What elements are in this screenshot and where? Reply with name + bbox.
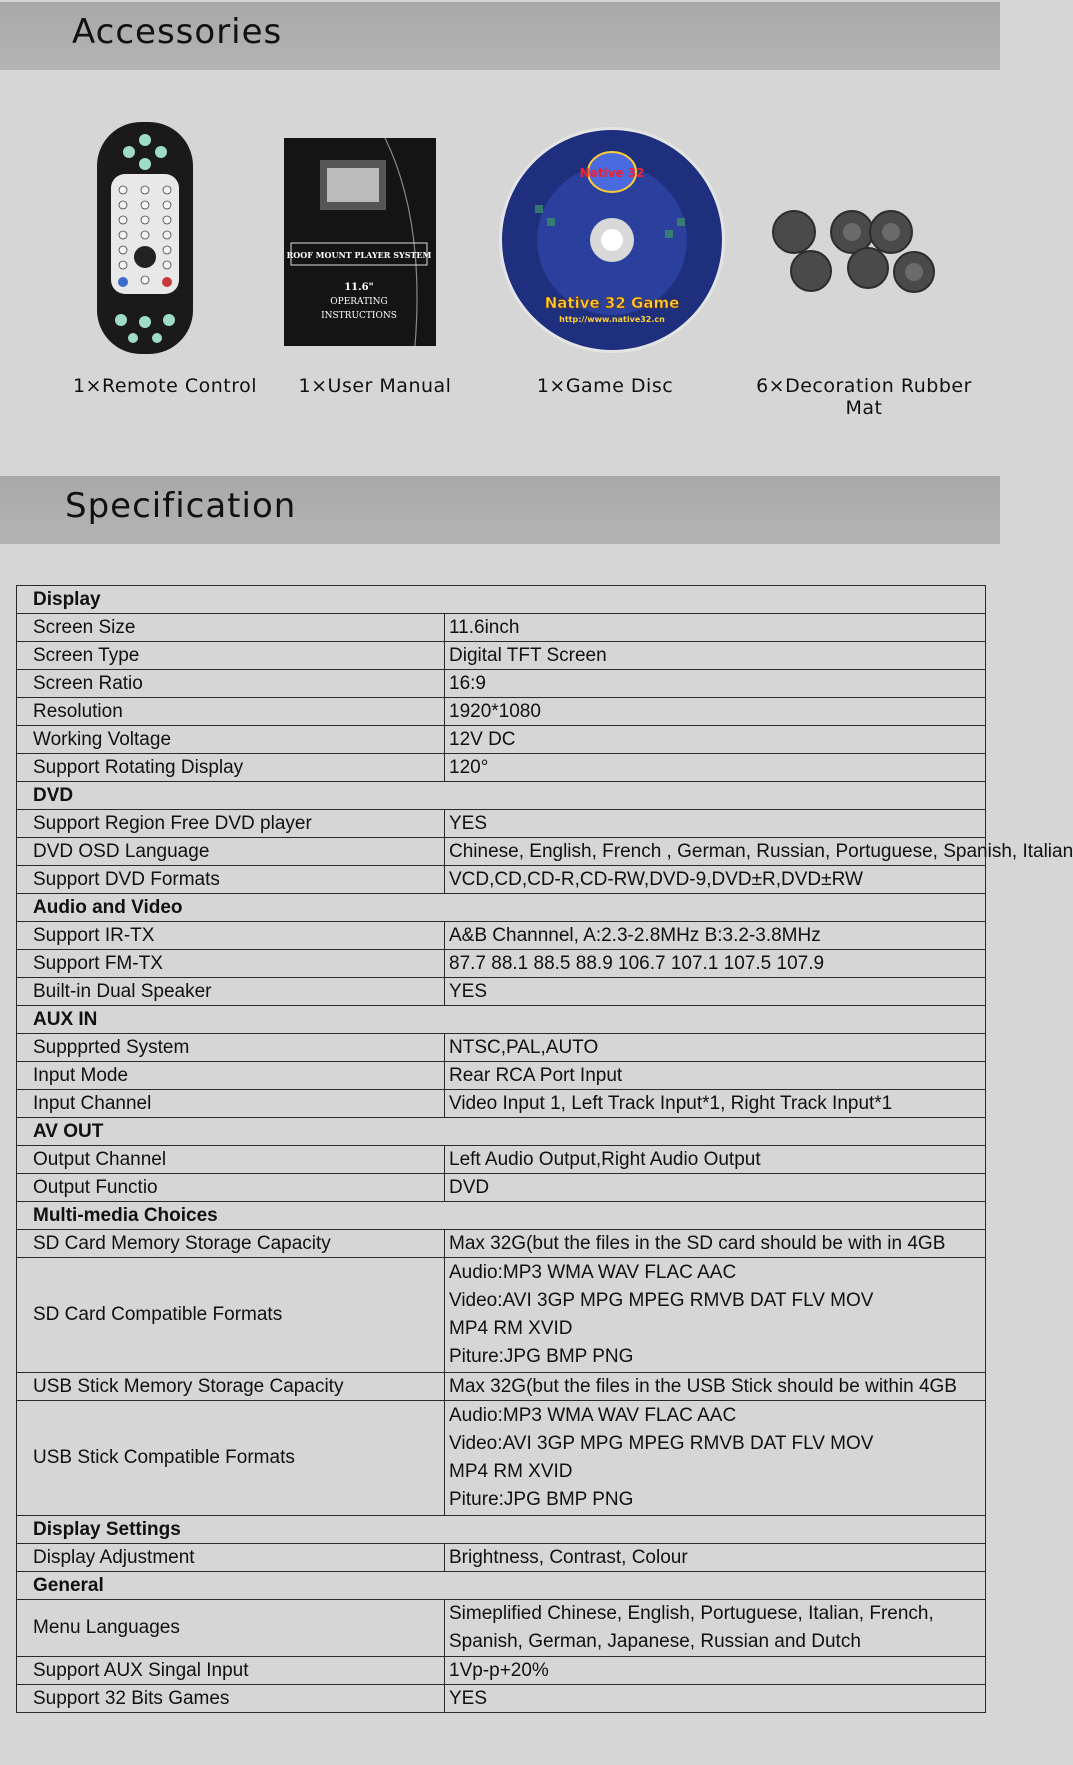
spec-label: SD Card Memory Storage Capacity (17, 1230, 445, 1258)
spec-value-line: Video:AVI 3GP MPG MPEG RMVB DAT FLV MOV (449, 1433, 874, 1454)
spec-section-row (17, 1572, 986, 1600)
spec-row (17, 698, 986, 726)
spec-row (17, 1544, 986, 1572)
spec-label: Built-in Dual Speaker (17, 978, 445, 1006)
spec-label: Display Adjustment (17, 1544, 445, 1572)
spec-section-title: DVD (17, 782, 986, 810)
spec-row (17, 1600, 986, 1657)
spec-label: Working Voltage (17, 726, 445, 754)
spec-label: Output Functio (17, 1174, 445, 1202)
spec-row (17, 670, 986, 698)
spec-label: Resolution (17, 698, 445, 726)
spec-value-line: Spanish, German, Japanese, Russian and Dutch (449, 1631, 861, 1652)
spec-label: Support AUX Singal Input (17, 1657, 445, 1685)
spec-row (17, 1146, 986, 1174)
spec-label: Suppprted System (17, 1034, 445, 1062)
spec-row (17, 1174, 986, 1202)
disc-title: Native 32 Game (544, 294, 680, 312)
rubber-mat-icon (754, 110, 974, 360)
accessory-label: 6×Decoration Rubber Mat (756, 375, 972, 419)
accessory-label: 1×Game Disc (536, 375, 674, 397)
spec-section-row (17, 586, 986, 614)
spec-row (17, 838, 986, 866)
specification-table (16, 585, 1073, 1713)
specification-header (0, 476, 1000, 544)
spec-label: Screen Type (17, 642, 445, 670)
spec-value: YES (445, 810, 986, 838)
spec-value-line: Piture:JPG BMP PNG (449, 1489, 634, 1510)
spec-label: Input Channel (17, 1090, 445, 1118)
disc-logo: Native 32 (579, 166, 645, 180)
spec-value (445, 1401, 986, 1516)
spec-value-line: Audio:MP3 WMA WAV FLAC AAC (449, 1262, 737, 1283)
spec-row (17, 978, 986, 1006)
spec-row (17, 1373, 986, 1401)
spec-section-row (17, 894, 986, 922)
spec-value (445, 1600, 986, 1657)
spec-label: USB Stick Memory Storage Capacity (17, 1373, 445, 1401)
spec-section-row (17, 1516, 986, 1544)
remote-control-icon (55, 110, 275, 360)
spec-section-title: Display Settings (17, 1516, 986, 1544)
spec-value: DVD (445, 1174, 986, 1202)
manual-cover-line2: INSTRUCTIONS (321, 311, 397, 321)
spec-label: Support DVD Formats (17, 866, 445, 894)
spec-label: Menu Languages (17, 1600, 445, 1657)
accessory-game-disc (495, 110, 715, 410)
spec-section-title: General (17, 1572, 986, 1600)
spec-row (17, 726, 986, 754)
spec-section-title: AUX IN (17, 1006, 986, 1034)
spec-section-title: AV OUT (17, 1118, 986, 1146)
spec-row (17, 754, 986, 782)
spec-row (17, 810, 986, 838)
accessory-label: 1×Remote Control (72, 375, 258, 397)
spec-value: Chinese, English, French , German, Russian, Portuguese, Spanish, Italian (445, 838, 986, 866)
spec-row (17, 922, 986, 950)
spec-section-title: Multi-media Choices (17, 1202, 986, 1230)
spec-row (17, 950, 986, 978)
accessories-title: Accessories (72, 12, 283, 52)
spec-value: 1920*1080 (445, 698, 986, 726)
manual-cover-size: 11.6" (344, 282, 374, 293)
spec-label: Support Region Free DVD player (17, 810, 445, 838)
spec-label: Input Mode (17, 1062, 445, 1090)
spec-label: Support FM-TX (17, 950, 445, 978)
spec-value: Brightness, Contrast, Colour (445, 1544, 986, 1572)
spec-value: YES (445, 1685, 986, 1713)
spec-row (17, 642, 986, 670)
spec-row (17, 1657, 986, 1685)
spec-row (17, 1034, 986, 1062)
manual-cover-line1: OPERATING (330, 297, 388, 307)
spec-value: VCD,CD,CD-R,CD-RW,DVD-9,DVD±R,DVD±RW (445, 866, 986, 894)
spec-value: 1Vp-p+20% (445, 1657, 986, 1685)
spec-row (17, 614, 986, 642)
spec-value: NTSC,PAL,AUTO (445, 1034, 986, 1062)
accessory-user-manual (265, 110, 485, 410)
spec-value-line: Video:AVI 3GP MPG MPEG RMVB DAT FLV MOV (449, 1290, 874, 1311)
user-manual-icon (265, 110, 485, 360)
spec-label: DVD OSD Language (17, 838, 445, 866)
spec-label: Output Channel (17, 1146, 445, 1174)
spec-value (445, 1258, 986, 1373)
spec-value: Max 32G(but the files in the USB Stick should be within 4GB (445, 1373, 986, 1401)
spec-value: 87.7 88.1 88.5 88.9 106.7 107.1 107.5 107.9 (445, 950, 986, 978)
accessory-label: 1×User Manual (298, 375, 452, 397)
spec-value: A&B Channnel, A:2.3-2.8MHz B:3.2-3.8MHz (445, 922, 986, 950)
spec-row (17, 866, 986, 894)
spec-label: Support 32 Bits Games (17, 1685, 445, 1713)
spec-label: SD Card Compatible Formats (17, 1258, 445, 1373)
game-disc-icon (495, 110, 715, 360)
spec-row (17, 1685, 986, 1713)
spec-value: Left Audio Output,Right Audio Output (445, 1146, 986, 1174)
spec-value: 11.6inch (445, 614, 986, 642)
spec-value: YES (445, 978, 986, 1006)
spec-row (17, 1401, 986, 1516)
spec-value-line: Piture:JPG BMP PNG (449, 1346, 634, 1367)
spec-value: 120° (445, 754, 986, 782)
accessory-rubber-mat (754, 110, 974, 419)
spec-value: Video Input 1, Left Track Input*1, Right Track Input*1 (445, 1090, 986, 1118)
spec-value: 12V DC (445, 726, 986, 754)
spec-value: Digital TFT Screen (445, 642, 986, 670)
spec-value: Max 32G(but the files in the SD card should be with in 4GB (445, 1230, 986, 1258)
spec-value: Rear RCA Port Input (445, 1062, 986, 1090)
spec-row (17, 1258, 986, 1373)
spec-label: Screen Ratio (17, 670, 445, 698)
spec-section-row (17, 782, 986, 810)
spec-value-line: MP4 RM XVID (449, 1461, 573, 1482)
accessory-remote-control (55, 110, 275, 410)
spec-label: Support IR-TX (17, 922, 445, 950)
spec-section-row (17, 1118, 986, 1146)
spec-section-title: Display (17, 586, 986, 614)
spec-label: Support Rotating Display (17, 754, 445, 782)
spec-value-line: Audio:MP3 WMA WAV FLAC AAC (449, 1405, 737, 1426)
spec-row (17, 1230, 986, 1258)
spec-value-line: Simeplified Chinese, English, Portuguese, Italian, French, (449, 1603, 934, 1624)
specification-title: Specification (65, 486, 297, 526)
spec-label: USB Stick Compatible Formats (17, 1401, 445, 1516)
manual-cover-title: ROOF MOUNT PLAYER SYSTEM (286, 250, 432, 260)
accessories-header (0, 2, 1000, 70)
spec-value: 16:9 (445, 670, 986, 698)
spec-section-title: Audio and Video (17, 894, 986, 922)
disc-url: http://www.native32.cn (559, 315, 665, 324)
spec-row (17, 1090, 986, 1118)
spec-label: Screen Size (17, 614, 445, 642)
spec-value-line: MP4 RM XVID (449, 1318, 573, 1339)
spec-section-row (17, 1202, 986, 1230)
spec-section-row (17, 1006, 986, 1034)
spec-row (17, 1062, 986, 1090)
